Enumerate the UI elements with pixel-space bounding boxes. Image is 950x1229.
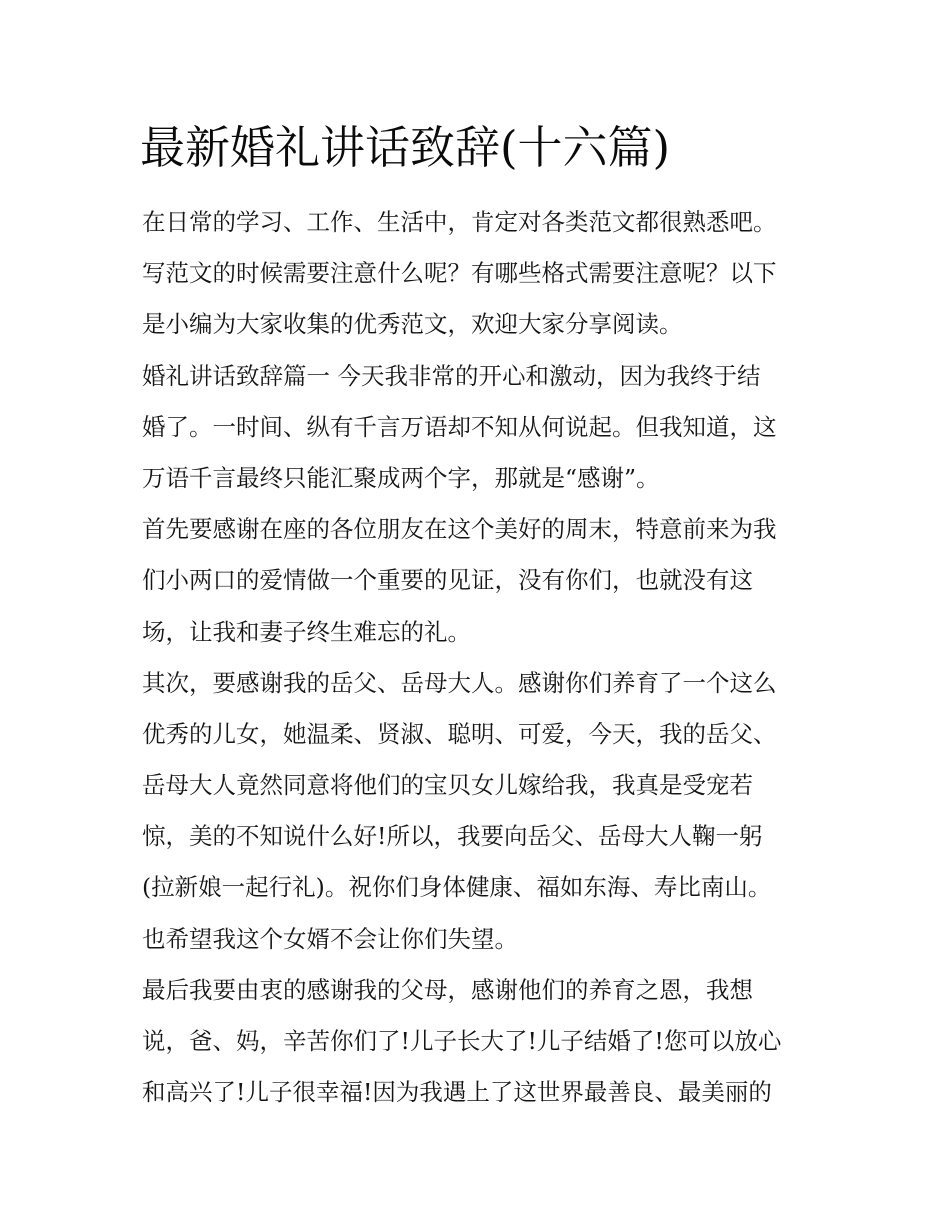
body-line: 场，让我和妻子终生难忘的礼。: [142, 617, 471, 646]
body-line: 其次，要感谢我的岳父、岳母大人。感谢你们养育了一个这么: [142, 668, 777, 697]
body-line: 写范文的时候需要注意什么呢？有哪些格式需要注意呢？以下: [142, 259, 777, 288]
body-line: 说，爸、妈，辛苦你们了!儿子长大了!儿子结婚了!您可以放心: [142, 1027, 782, 1055]
body-line: (拉新娘一起行礼)。祝你们身体健康、福如东海、寿比南山。: [142, 873, 772, 902]
body-line: 是小编为大家收集的优秀范文，欢迎大家分享阅读。: [142, 310, 683, 339]
body-line: 首先要感谢在座的各位朋友在这个美好的周末，特意前来为我: [142, 515, 777, 544]
body-line: 婚礼讲话致辞篇一 今天我非常的开心和激动，因为我终于结: [142, 361, 761, 390]
document-title: 最新婚礼讲话致辞(十六篇): [140, 121, 671, 174]
body-line: 最后我要由衷的感谢我的父母，感谢他们的养育之恩，我想: [142, 975, 753, 1004]
body-line: 万语千言最终只能汇聚成两个字，那就是“感谢”。: [142, 463, 660, 492]
body-line: 和高兴了!儿子很幸福!因为我遇上了这世界最善良、最美丽的: [142, 1078, 772, 1107]
body-line: 岳母大人竟然同意将他们的宝贝女儿嫁给我，我真是受宠若: [142, 771, 753, 800]
body-line: 婚了。一时间、纵有千言万语却不知从何说起。但我知道，这: [142, 412, 777, 441]
body-line: 们小两口的爱情做一个重要的见证，没有你们，也就没有这: [142, 566, 753, 595]
body-line: 在日常的学习、工作、生活中，肯定对各类范文都很熟悉吧。: [142, 208, 777, 236]
body-line: 惊，美的不知说什么好!所以，我要向岳父、岳母大人鞠一躬: [142, 822, 763, 851]
body-line: 也希望我这个女婿不会让你们失望。: [142, 924, 518, 953]
document-body: [142, 204, 822, 1125]
body-line: 优秀的儿女，她温柔、贤淑、聪明、可爱，今天，我的岳父、: [142, 719, 777, 748]
